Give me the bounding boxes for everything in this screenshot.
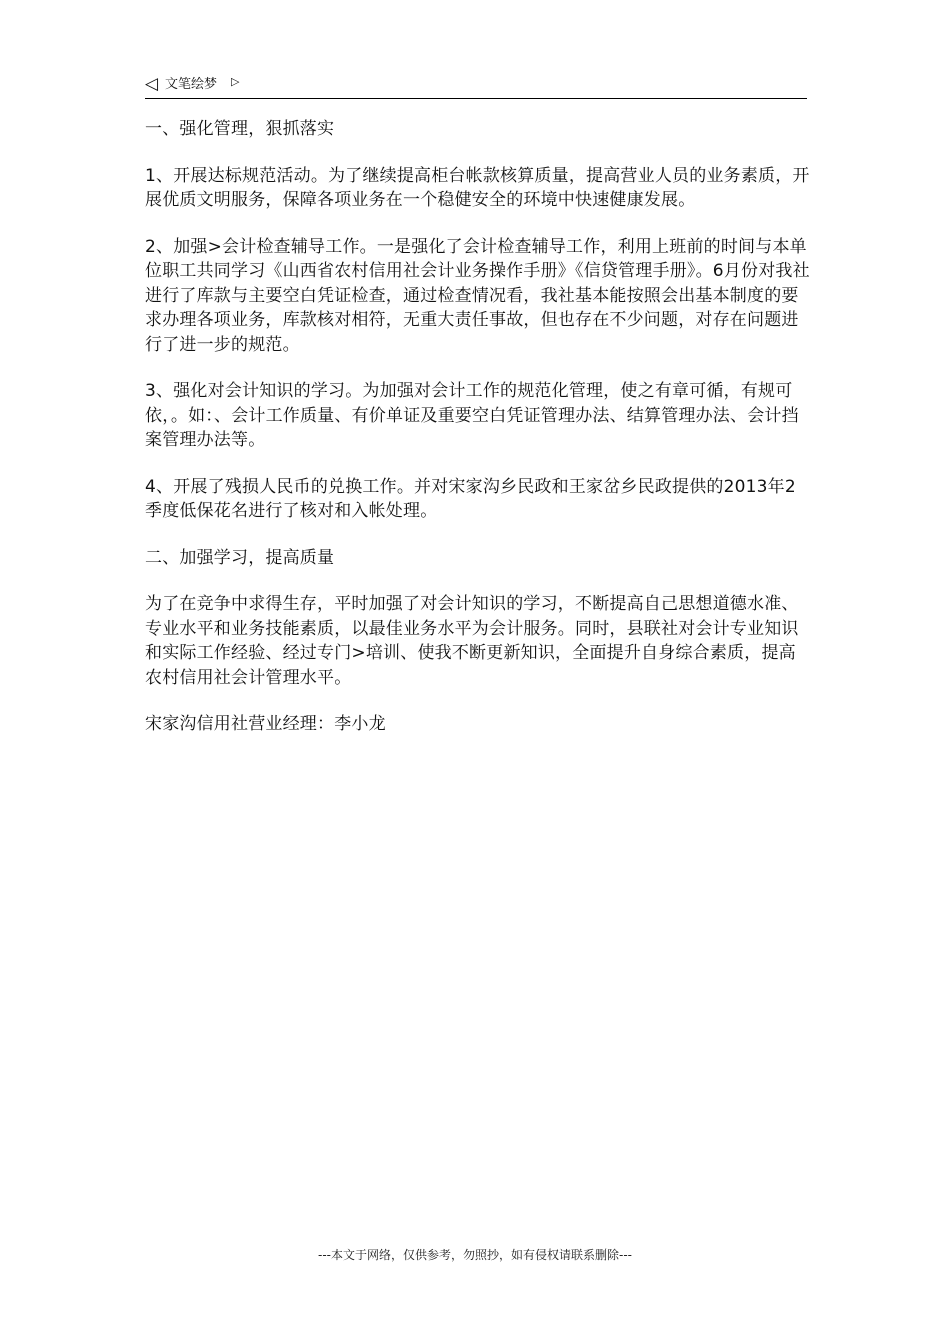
page-header (145, 72, 807, 99)
triangle-left-icon: ◁ (145, 74, 159, 94)
paragraph-item4: 4、开展了残损人民币的兑换工作。并对宋家沟乡民政和王家岔乡民政提供的2013年2季度低保花名进行了核对和入帐处理。 (145, 476, 796, 521)
section1-heading: 一、强化管理，狠抓落实 (145, 119, 335, 139)
section2-body: 为了在竞争中求得生存，平时加强了对会计知识的学习，不断提高自己思想道德水准、专业水平和业务技能素质，以最佳业务水平为会计服务。同时，县联社对会计专业知识和实际工作经验、经过专门>培训、使我不断更新知识，全面提升自身综合素质，提高农村信用社会计管理水平。 (145, 594, 799, 688)
page-footer: ---本文于网络，仅供参考，勿照抄，如有侵权请联系删除--- (318, 1248, 632, 1262)
paragraph-item2: 2、加强>会计检查辅导工作。一是强化了会计检查辅导工作，利用上班前的时间与本单位职工共同学习《山西省农村信用社会计业务操作手册》《信贷管理手册》。6月份对我社进行了库款与主要空白凭证检查，通过检查情况看，我社基本能按照会出基本制度的要求办理各项业务，库款核对相符，无重大责任事故，但也存在不少问题，对存在问题进行了进一步的规范。 (145, 236, 810, 355)
section2-heading: 二、加强学习，提高质量 (145, 547, 335, 568)
header-title: 文笔绘梦 (165, 77, 218, 92)
signature-line: 宋家沟信用社营业经理：李小龙 (145, 714, 386, 734)
document-body (145, 117, 810, 759)
triangle-right-icon: ▷ (231, 75, 240, 88)
paragraph-item3: 3、强化对会计知识的学习。为加强对会计工作的规范化管理，使之有章可循，有规可依，。如：、会计工作质量、有价单证及重要空白凭证管理办法、结算管理办法、会计挡案管理办法等。 (145, 381, 799, 450)
paragraph-item1: 1、开展达标规范活动。为了继续提高柜台帐款核算质量，提高营业人员的业务素质，开展优质文明服务，保障各项业务在一个稳健安全的环境中快速健康发展。 (145, 165, 810, 210)
